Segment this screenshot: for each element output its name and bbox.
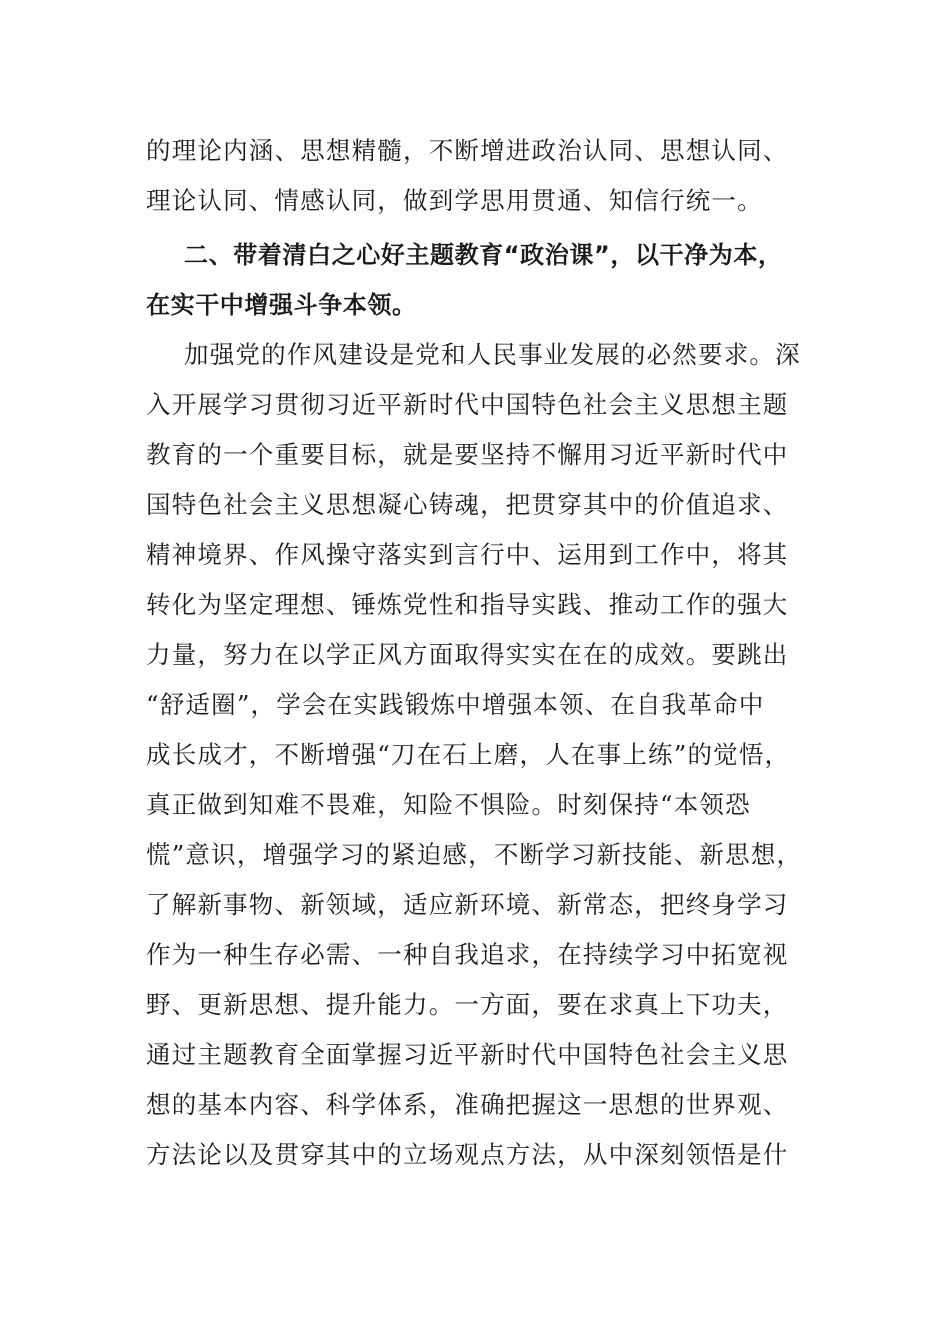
paragraph-line-17: 通过主题教育全面掌握习近平新时代中国特色社会主义思 xyxy=(146,1040,789,1069)
paragraph-line-11: 成长成才，不断增强“刀在石上磨，人在事上练”的觉悟， xyxy=(146,740,791,769)
paragraph-line-15: 作为一种生存必需、一种自我追求，在持续学习中拓宽视 xyxy=(146,940,789,969)
paragraph-line-5: 教育的一个重要目标，就是要坚持不懈用习近平新时代中 xyxy=(146,440,789,469)
paragraph-line-2: 理论认同、情感认同，做到学思用贯通、知信行统一。 xyxy=(146,186,763,215)
paragraph-line-12: 真正做到知难不畏难，知险不惧险。时刻保持“本领恐 xyxy=(146,790,751,819)
paragraph-line-8: 转化为坚定理想、锤炼党性和指导实践、推动工作的强大 xyxy=(146,590,789,619)
paragraph-line-14: 了解新事物、新领域，适应新环境、新常态，把终身学习 xyxy=(146,890,789,919)
paragraph-line-3: 加强党的作风建设是党和人民事业发展的必然要求。深 xyxy=(184,340,801,369)
section-heading-line-1: 二、带着清白之心好主题教育“政治课”，以干净为本， xyxy=(184,241,783,269)
paragraph-line-19: 方法论以及贯穿其中的立场观点方法，从中深刻领悟是什 xyxy=(146,1140,789,1169)
paragraph-line-9: 力量，努力在以学正风方面取得实实在在的成效。要跳出 xyxy=(146,640,789,669)
paragraph-line-4: 入开展学习贯彻习近平新时代中国特色社会主义思想主题 xyxy=(146,390,789,419)
paragraph-line-18: 想的基本内容、科学体系，准确把握这一思想的世界观、 xyxy=(146,1090,789,1119)
paragraph-line-6: 国特色社会主义思想凝心铸魂，把贯穿其中的价值追求、 xyxy=(146,490,789,519)
paragraph-line-10: “舒适圈”，学会在实践锻炼中增强本领、在自我革命中 xyxy=(146,690,765,719)
paragraph-line-7: 精神境界、作风操守落实到言行中、运用到工作中，将其 xyxy=(146,540,789,569)
section-heading-line-2: 在实干中增强斗争本领。 xyxy=(146,291,417,319)
paragraph-line-1: 的理论内涵、思想精髓，不断增进政治认同、思想认同、 xyxy=(146,136,789,165)
paragraph-line-13: 慌”意识，增强学习的紧迫感，不断学习新技能、新思想， xyxy=(146,840,803,869)
paragraph-line-16: 野、更新思想、提升能力。一方面，要在求真上下功夫， xyxy=(146,990,789,1019)
